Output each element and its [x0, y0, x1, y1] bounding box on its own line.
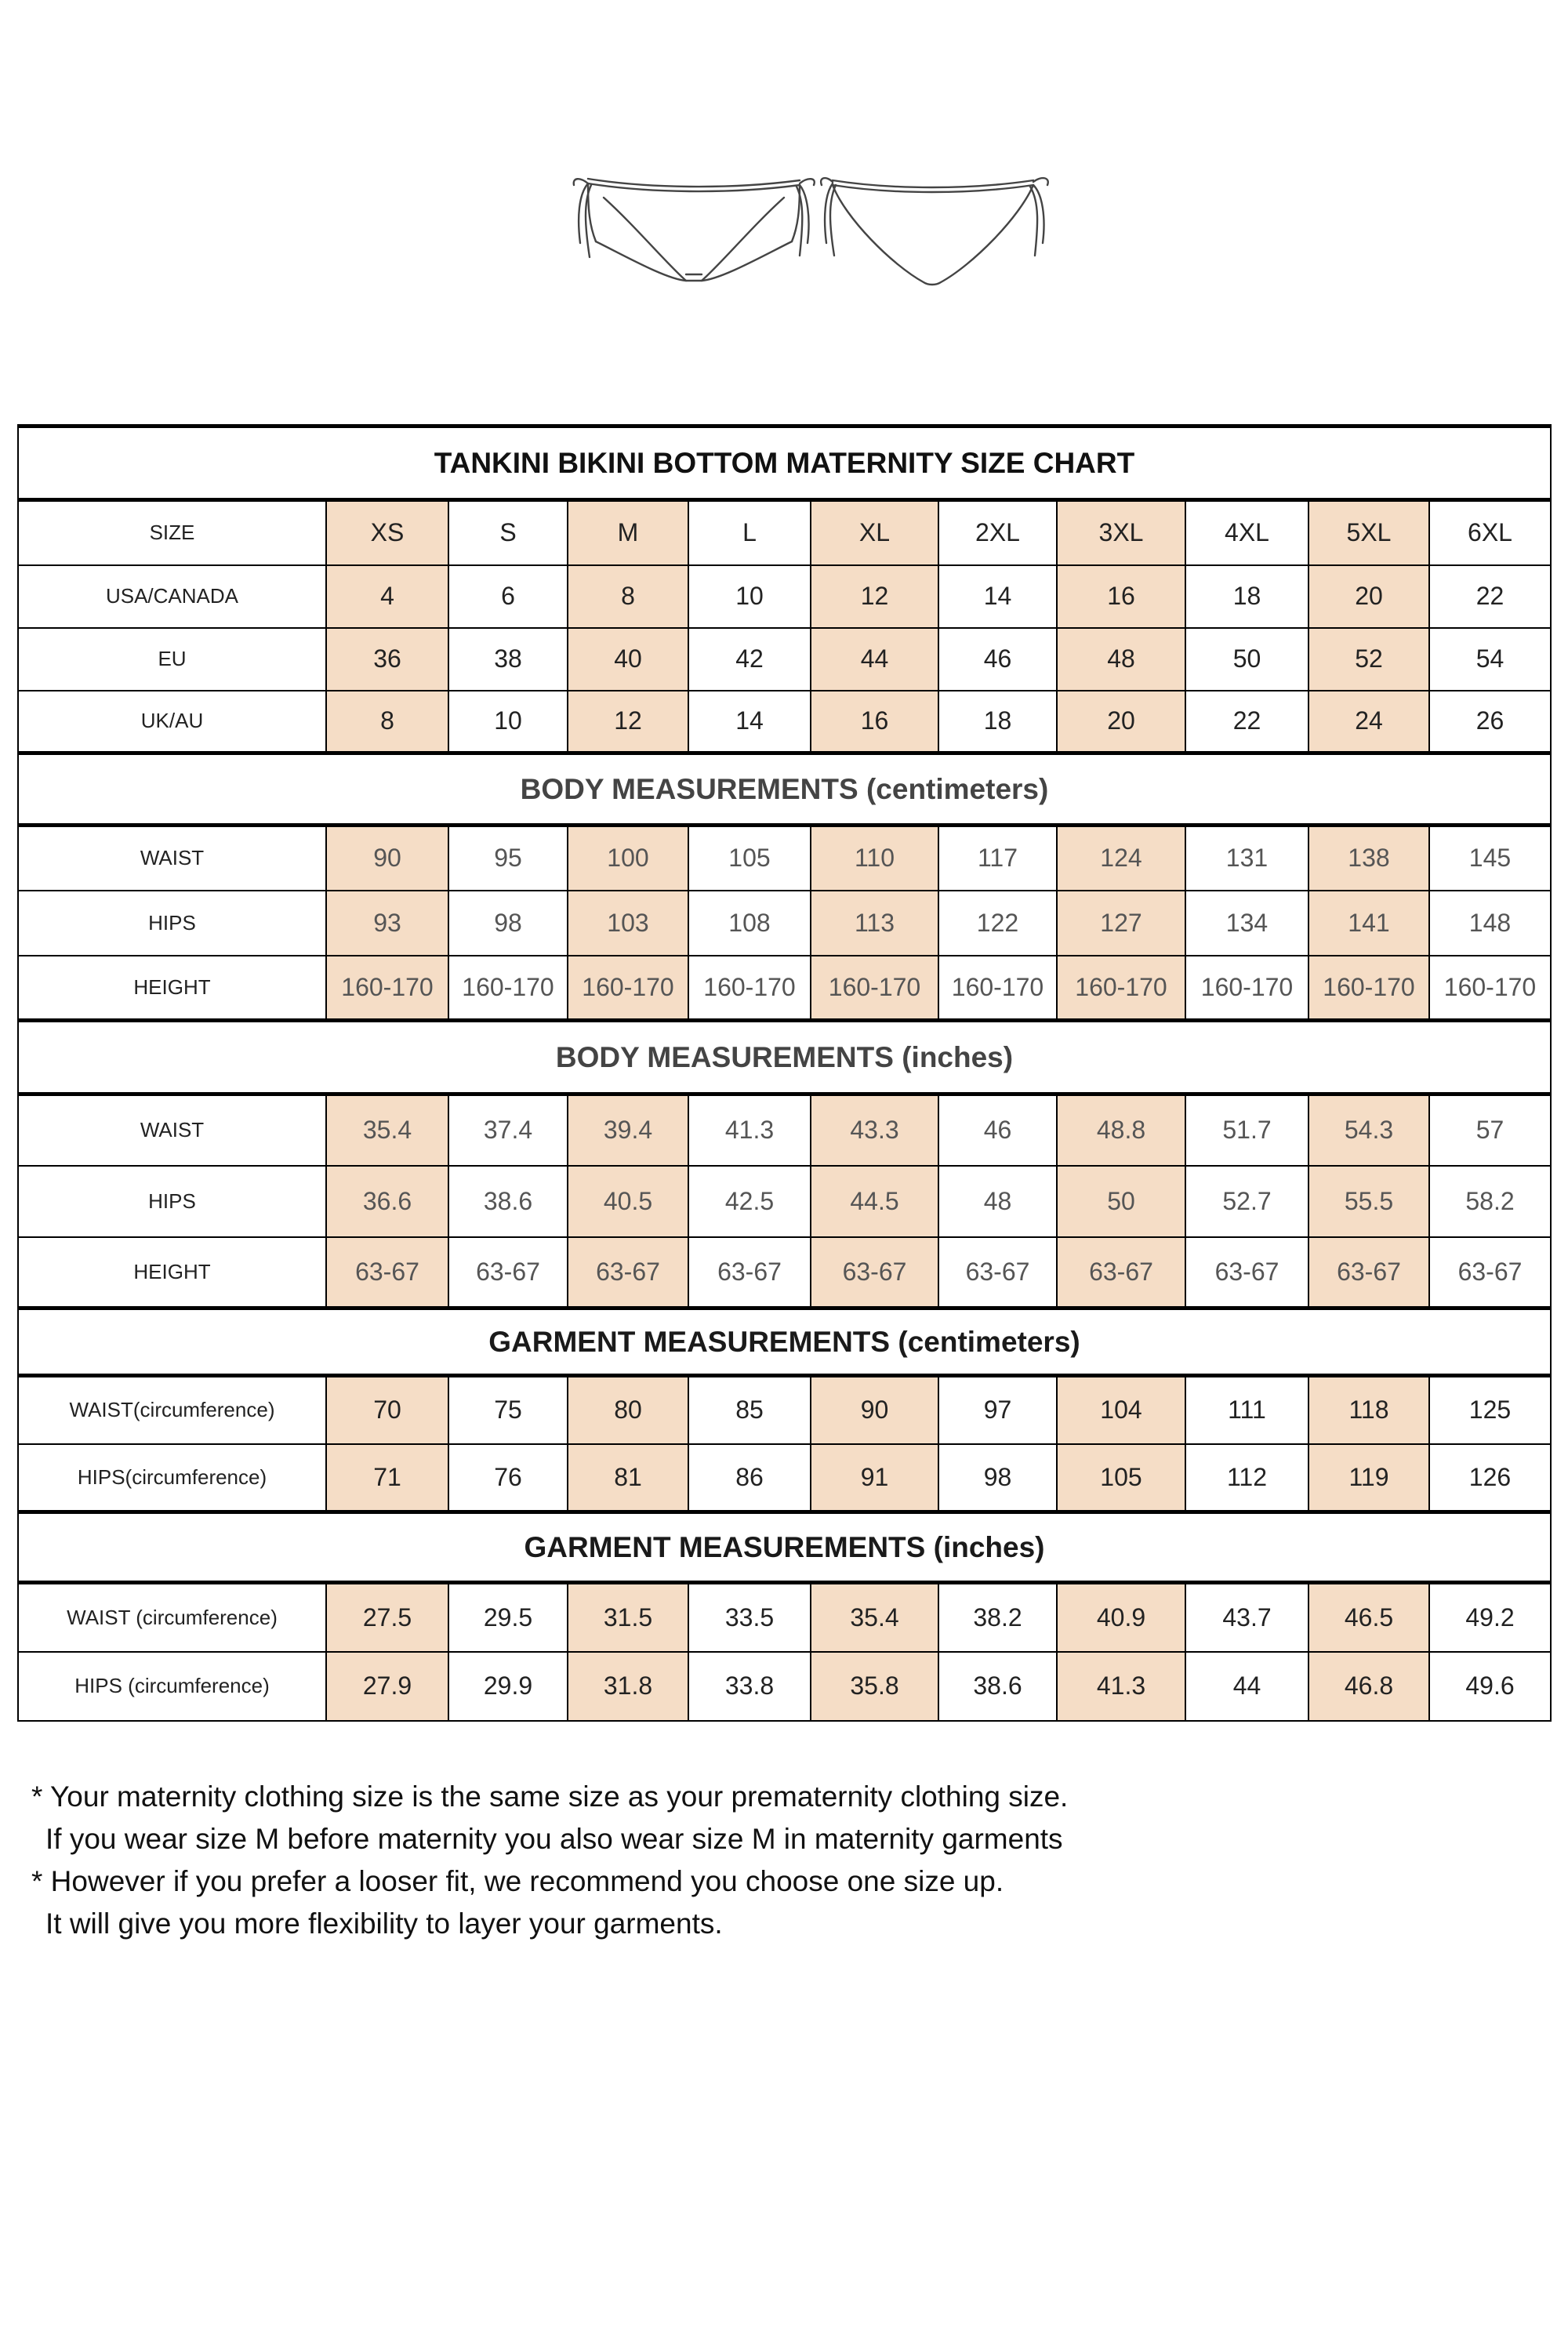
value-cell: 22: [1185, 691, 1308, 753]
value-cell: 117: [938, 826, 1057, 891]
value-cell: 44: [811, 628, 938, 691]
row-label: HEIGHT: [18, 1237, 326, 1308]
note-line: * However if you prefer a looser fit, we recommend you choose one size up.: [31, 1865, 1004, 1897]
value-cell: XS: [326, 500, 448, 565]
value-cell: 105: [688, 826, 811, 891]
value-cell: 63-67: [568, 1237, 688, 1308]
note-line: * Your maternity clothing size is the same size as your prematernity clothing size.: [31, 1780, 1069, 1813]
table-row: [18, 500, 1551, 565]
table-row: [18, 1166, 1551, 1237]
section-heading: [18, 1021, 1551, 1094]
row-label: HIPS: [18, 891, 326, 956]
value-cell: 160-170: [326, 956, 448, 1021]
section-heading-unit: (inches): [933, 1530, 1045, 1563]
row-label: SIZE: [18, 500, 326, 565]
value-cell: 124: [1057, 826, 1185, 891]
value-cell: 95: [448, 826, 568, 891]
section-heading-unit: (centimeters): [866, 772, 1049, 805]
value-cell: 75: [448, 1376, 568, 1444]
chart-title: TANKINI BIKINI BOTTOM MATERNITY SIZE CHART: [18, 426, 1551, 500]
value-cell: 93: [326, 891, 448, 956]
section-heading: [18, 1308, 1551, 1376]
value-cell: 91: [811, 1444, 938, 1512]
value-cell: 104: [1057, 1376, 1185, 1444]
value-cell: 33.5: [688, 1583, 811, 1652]
value-cell: 160-170: [1185, 956, 1308, 1021]
value-cell: 8: [326, 691, 448, 753]
value-cell: 35.8: [811, 1652, 938, 1721]
value-cell: 12: [811, 565, 938, 628]
value-cell: 6XL: [1429, 500, 1551, 565]
section-heading-unit: (inches): [902, 1040, 1014, 1073]
table-row: [18, 826, 1551, 891]
value-cell: 100: [568, 826, 688, 891]
section-heading-text: BODY MEASUREMENTS: [555, 1040, 894, 1073]
value-cell: 20: [1057, 691, 1185, 753]
value-cell: 42: [688, 628, 811, 691]
value-cell: 5XL: [1308, 500, 1429, 565]
value-cell: 43.3: [811, 1094, 938, 1166]
value-cell: 16: [1057, 565, 1185, 628]
row-label: HIPS: [18, 1166, 326, 1237]
section-heading: [18, 753, 1551, 826]
value-cell: 134: [1185, 891, 1308, 956]
value-cell: 29.9: [448, 1652, 568, 1721]
value-cell: 46.8: [1308, 1652, 1429, 1721]
value-cell: 44.5: [811, 1166, 938, 1237]
table-row: [18, 891, 1551, 956]
bikini-bottom-illustration: [572, 171, 1058, 289]
value-cell: 86: [688, 1444, 811, 1512]
table-row: [18, 691, 1551, 753]
value-cell: 63-67: [688, 1237, 811, 1308]
row-label: WAIST (circumference): [18, 1583, 326, 1652]
value-cell: 49.2: [1429, 1583, 1551, 1652]
value-cell: 18: [1185, 565, 1308, 628]
value-cell: 85: [688, 1376, 811, 1444]
value-cell: 160-170: [1308, 956, 1429, 1021]
value-cell: 90: [811, 1376, 938, 1444]
value-cell: 103: [568, 891, 688, 956]
value-cell: 160-170: [1057, 956, 1185, 1021]
row-label: WAIST: [18, 826, 326, 891]
table-row: [18, 1376, 1551, 1444]
value-cell: 10: [688, 565, 811, 628]
value-cell: 160-170: [568, 956, 688, 1021]
value-cell: 63-67: [1429, 1237, 1551, 1308]
value-cell: XL: [811, 500, 938, 565]
value-cell: 105: [1057, 1444, 1185, 1512]
value-cell: 22: [1429, 565, 1551, 628]
note-line: If you wear size M before maternity you also wear size M in maternity garments: [45, 1823, 1063, 1855]
value-cell: 27.9: [326, 1652, 448, 1721]
value-cell: 3XL: [1057, 500, 1185, 565]
value-cell: 41.3: [1057, 1652, 1185, 1721]
value-cell: 131: [1185, 826, 1308, 891]
table-row: [18, 1094, 1551, 1166]
value-cell: 39.4: [568, 1094, 688, 1166]
value-cell: 38: [448, 628, 568, 691]
value-cell: 40: [568, 628, 688, 691]
row-label: EU: [18, 628, 326, 691]
value-cell: 26: [1429, 691, 1551, 753]
value-cell: 46: [938, 1094, 1057, 1166]
value-cell: 37.4: [448, 1094, 568, 1166]
value-cell: 31.5: [568, 1583, 688, 1652]
value-cell: 6: [448, 565, 568, 628]
value-cell: 160-170: [938, 956, 1057, 1021]
table-row: [18, 956, 1551, 1021]
row-label: HEIGHT: [18, 956, 326, 1021]
value-cell: 2XL: [938, 500, 1057, 565]
back-view-drawing: [821, 178, 1048, 285]
value-cell: 8: [568, 565, 688, 628]
value-cell: 27.5: [326, 1583, 448, 1652]
value-cell: 71: [326, 1444, 448, 1512]
value-cell: 14: [688, 691, 811, 753]
value-cell: 40.5: [568, 1166, 688, 1237]
value-cell: 97: [938, 1376, 1057, 1444]
value-cell: 63-67: [448, 1237, 568, 1308]
value-cell: 48: [938, 1166, 1057, 1237]
value-cell: 18: [938, 691, 1057, 753]
value-cell: 160-170: [1429, 956, 1551, 1021]
value-cell: 108: [688, 891, 811, 956]
table-row: [18, 1652, 1551, 1721]
value-cell: 110: [811, 826, 938, 891]
value-cell: 141: [1308, 891, 1429, 956]
value-cell: 63-67: [326, 1237, 448, 1308]
value-cell: 122: [938, 891, 1057, 956]
value-cell: 126: [1429, 1444, 1551, 1512]
value-cell: 52.7: [1185, 1166, 1308, 1237]
section-heading-unit: (centimeters): [898, 1325, 1080, 1358]
value-cell: 63-67: [1308, 1237, 1429, 1308]
row-label: WAIST: [18, 1094, 326, 1166]
value-cell: 41.3: [688, 1094, 811, 1166]
value-cell: 29.5: [448, 1583, 568, 1652]
value-cell: 48.8: [1057, 1094, 1185, 1166]
value-cell: 16: [811, 691, 938, 753]
value-cell: 4: [326, 565, 448, 628]
value-cell: 42.5: [688, 1166, 811, 1237]
value-cell: 118: [1308, 1376, 1429, 1444]
section-heading-text: BODY MEASUREMENTS: [520, 772, 858, 805]
value-cell: 125: [1429, 1376, 1551, 1444]
value-cell: 36: [326, 628, 448, 691]
table-row: [18, 628, 1551, 691]
value-cell: 57: [1429, 1094, 1551, 1166]
value-cell: 90: [326, 826, 448, 891]
value-cell: M: [568, 500, 688, 565]
value-cell: 20: [1308, 565, 1429, 628]
value-cell: 98: [938, 1444, 1057, 1512]
size-chart-table: [17, 424, 1552, 1722]
value-cell: 48: [1057, 628, 1185, 691]
note-line: It will give you more flexibility to layer your garments.: [45, 1907, 723, 1940]
value-cell: 113: [811, 891, 938, 956]
row-label: HIPS (circumference): [18, 1652, 326, 1721]
value-cell: 46: [938, 628, 1057, 691]
row-label: HIPS(circumference): [18, 1444, 326, 1512]
table-row: [18, 1583, 1551, 1652]
table-row: [18, 1237, 1551, 1308]
value-cell: 54: [1429, 628, 1551, 691]
value-cell: 12: [568, 691, 688, 753]
value-cell: 38.6: [448, 1166, 568, 1237]
value-cell: 24: [1308, 691, 1429, 753]
value-cell: 63-67: [938, 1237, 1057, 1308]
value-cell: 4XL: [1185, 500, 1308, 565]
value-cell: 81: [568, 1444, 688, 1512]
table-row: [18, 1444, 1551, 1512]
value-cell: 36.6: [326, 1166, 448, 1237]
value-cell: 44: [1185, 1652, 1308, 1721]
value-cell: 112: [1185, 1444, 1308, 1512]
row-label: UK/AU: [18, 691, 326, 753]
value-cell: 33.8: [688, 1652, 811, 1721]
value-cell: 160-170: [448, 956, 568, 1021]
size-notes: [31, 1776, 1521, 1945]
value-cell: 50: [1057, 1166, 1185, 1237]
value-cell: 31.8: [568, 1652, 688, 1721]
value-cell: S: [448, 500, 568, 565]
value-cell: 148: [1429, 891, 1551, 956]
value-cell: 145: [1429, 826, 1551, 891]
value-cell: 54.3: [1308, 1094, 1429, 1166]
table-row: [18, 565, 1551, 628]
value-cell: 111: [1185, 1376, 1308, 1444]
value-cell: 138: [1308, 826, 1429, 891]
value-cell: 160-170: [688, 956, 811, 1021]
value-cell: 160-170: [811, 956, 938, 1021]
row-label: WAIST(circumference): [18, 1376, 326, 1444]
value-cell: 119: [1308, 1444, 1429, 1512]
value-cell: 38.6: [938, 1652, 1057, 1721]
value-cell: 76: [448, 1444, 568, 1512]
value-cell: 63-67: [1185, 1237, 1308, 1308]
value-cell: 14: [938, 565, 1057, 628]
value-cell: 98: [448, 891, 568, 956]
value-cell: 46.5: [1308, 1583, 1429, 1652]
value-cell: 63-67: [811, 1237, 938, 1308]
value-cell: 58.2: [1429, 1166, 1551, 1237]
value-cell: 80: [568, 1376, 688, 1444]
section-heading-text: GARMENT MEASUREMENTS: [524, 1530, 926, 1563]
value-cell: 10: [448, 691, 568, 753]
front-view-drawing: [574, 179, 815, 281]
value-cell: 35.4: [326, 1094, 448, 1166]
value-cell: 52: [1308, 628, 1429, 691]
value-cell: 55.5: [1308, 1166, 1429, 1237]
section-heading-text: GARMENT MEASUREMENTS: [488, 1325, 891, 1358]
value-cell: 43.7: [1185, 1583, 1308, 1652]
value-cell: 127: [1057, 891, 1185, 956]
value-cell: 63-67: [1057, 1237, 1185, 1308]
value-cell: 40.9: [1057, 1583, 1185, 1652]
section-heading: [18, 1512, 1551, 1583]
value-cell: 50: [1185, 628, 1308, 691]
value-cell: L: [688, 500, 811, 565]
row-label: USA/CANADA: [18, 565, 326, 628]
value-cell: 49.6: [1429, 1652, 1551, 1721]
value-cell: 70: [326, 1376, 448, 1444]
value-cell: 35.4: [811, 1583, 938, 1652]
value-cell: 38.2: [938, 1583, 1057, 1652]
value-cell: 51.7: [1185, 1094, 1308, 1166]
